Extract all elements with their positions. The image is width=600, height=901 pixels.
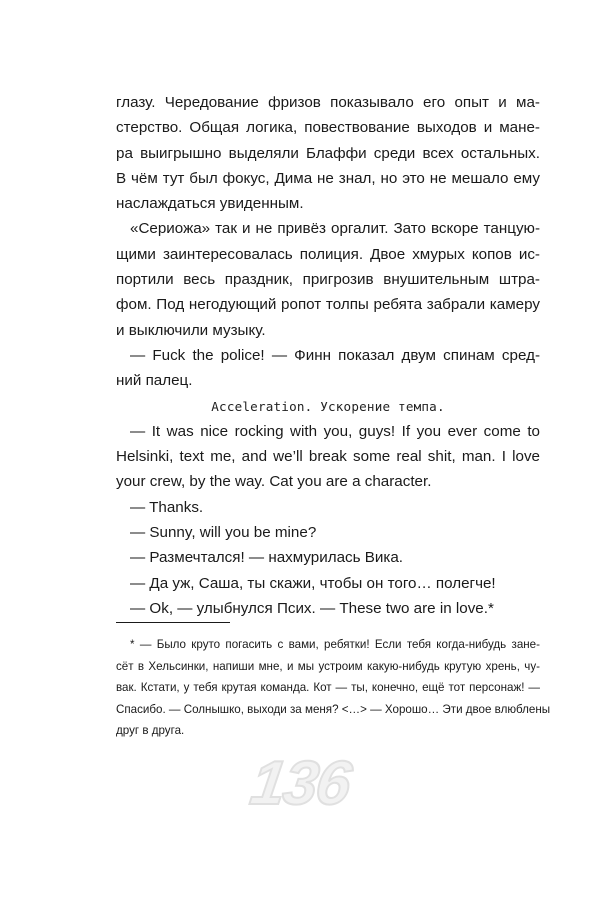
dialogue-line: — Sunny, will you be mine? xyxy=(130,524,317,542)
page-number: 136 xyxy=(246,749,354,818)
footnote-line: Спасибо. — Солнышко, выходи за меня? <…> — Хорошо… Эти двое влюблены xyxy=(116,702,551,716)
text-line: В чём тут был фокус, Дима не знал, но это не мешало ему xyxy=(116,169,540,187)
paragraph xyxy=(116,90,540,216)
dialogue-line: — Ok, — улыбнулся Псих. — These two are in love.* xyxy=(130,599,494,617)
text-line: «Сериожа» так и не привёз оргалит. Зато вскоре танцую- xyxy=(130,220,540,238)
text-line: — Fuck the police! — Финн показал двум спинам сред- xyxy=(130,346,540,364)
dialogue-line: Helsinki, text me, and we’ll break some real shit, man. I love xyxy=(116,448,540,466)
dialogue-line: — Размечтался! — нахмурилась Вика. xyxy=(130,549,404,567)
dialogue-line: your crew, by the way. Cat you are a character. xyxy=(116,473,432,491)
footnote xyxy=(116,634,551,742)
text-line: фом. Под негодующий ропот толпы ребята забрали камеру xyxy=(116,296,540,314)
footnote-line: сёт в Хельсинки, напиши мне, и мы устроим какую-нибудь крутую хрень, чу- xyxy=(116,659,540,673)
text-line: ра выигрышно выделяли Блаффи среди всех остальных. xyxy=(116,144,540,162)
footnote-divider xyxy=(116,622,230,623)
paragraph xyxy=(116,216,540,342)
footnote-line: вак. Кстати, у тебя крутая команда. Кот — ты, конечно, ещё тот персонаж! — xyxy=(116,681,540,694)
text-line: глазу. Чередование фризов показывало его опыт и ма- xyxy=(116,94,540,111)
text-line: стерство. Общая логика, повествование выходов и мане- xyxy=(116,119,540,137)
text-line: портили весь праздник, пригрозив внушительным штра- xyxy=(116,271,540,289)
dialogue-line: — Thanks. xyxy=(130,498,204,516)
text-line: щими заинтересовалась полиция. Двое хмурых копов ис- xyxy=(116,245,540,263)
paragraph xyxy=(116,343,540,394)
dialogue-line: — Да уж, Саша, ты скажи, чтобы он того… полегче! xyxy=(130,574,496,592)
typewriter-note: Acceleration. Ускорение темпа. xyxy=(211,398,445,414)
text-line: и выключили музыку. xyxy=(116,321,266,339)
dialogue-block xyxy=(116,419,540,621)
main-text xyxy=(116,90,540,621)
dialogue-line: — It was nice rocking with you, guys! If you ever come to xyxy=(130,422,540,440)
footnote-line: друг в друга. xyxy=(116,724,185,737)
footnote-line: * — Было круто погасить с вами, ребятки! Если тебя когда-нибудь зане- xyxy=(130,638,540,651)
text-line: ний палец. xyxy=(116,372,193,390)
text-line: наслаждаться увиденным. xyxy=(116,195,304,213)
